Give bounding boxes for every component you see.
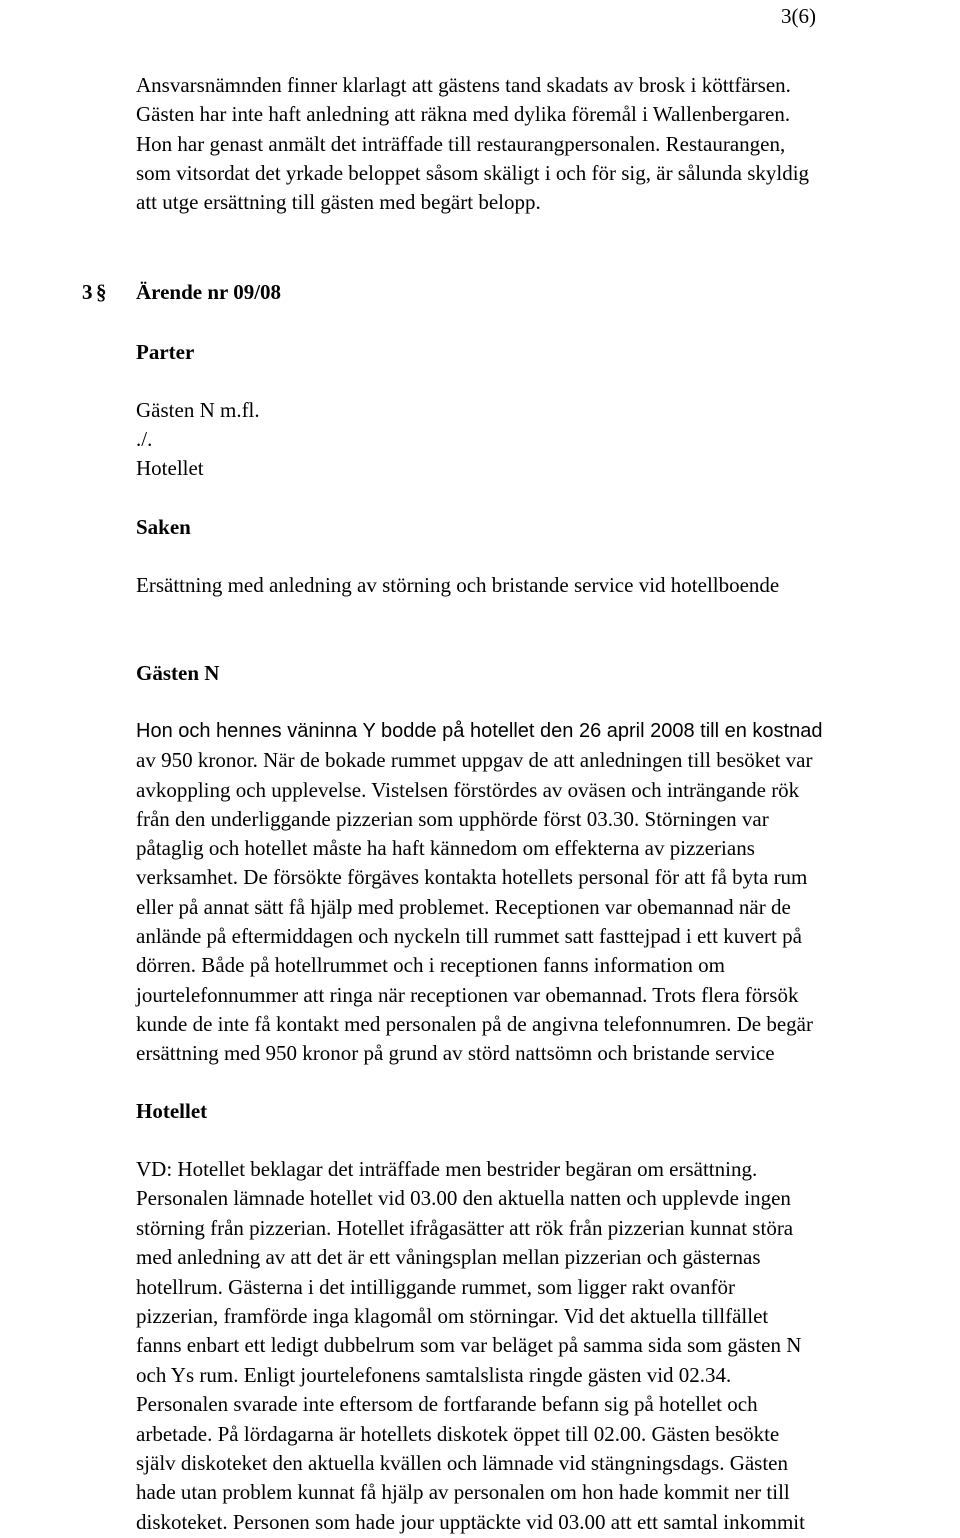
guest-line: påtaglig och hotellet måste ha haft kännedom om effekterna av pizzerians <box>136 836 755 861</box>
hotel-line: själv diskoteket den aktuella kvällen och lämnade vid stängningsdags. Gästen <box>136 1451 789 1476</box>
party-guest: Gästen N m.fl. <box>136 398 260 422</box>
intro-line: Ansvarsnämnden finner klarlagt att gästens tand skadats av brosk i köttfärsen. <box>136 73 791 97</box>
intro-line: som vitsordat det yrkade beloppet såsom skäligt i och för sig, är sålunda skyldig <box>136 160 810 185</box>
hotel-line: diskoteket. Personen som hade jour upptäckte vid 03.00 att ett samtal inkommit <box>136 1509 805 1534</box>
hotel-line: arbetade. På lördagarna är hotellets diskotek öppet till 02.00. Gästen besökte <box>136 1421 780 1446</box>
guest-line: verksamhet. De försökte förgäves kontakta hotellets personal för att få byta rum <box>136 865 808 890</box>
case-title: Ärende nr 09/08 <box>136 280 282 304</box>
guest-line: Hon och hennes väninna Y bodde på hotellet den 26 april 2008 till en kostnad <box>136 720 823 742</box>
hotel-line: och Ys rum. Enligt jourtelefonens samtalslista ringde gästen vid 02.34. <box>136 1362 732 1387</box>
versus-marker: ./. <box>136 427 153 451</box>
guest-statement <box>136 717 956 1069</box>
hotel-line: med anledning av att det är ett våningsplan mellan pizzerian och gästernas <box>136 1245 761 1270</box>
intro-line: att utge ersättning till gästen med begärt belopp. <box>136 190 541 215</box>
section-number: 3 <box>82 280 93 304</box>
hotel-line: hade utan problem kunnat få hjälp av personalen om hon hade kommit ner till <box>136 1480 790 1505</box>
hotel-line: hotellrum. Gästerna i det intilliggande rummet, som ligger rakt ovanför <box>136 1274 735 1299</box>
guest-line: anlände på eftermiddagen och nyckeln till rummet satt fasttejpad i ett kuvert på <box>136 924 802 949</box>
matter-text: Ersättning med anledning av störning och bristande service vid hotellboende <box>136 573 780 597</box>
section-symbol: § <box>96 280 107 304</box>
intro-paragraph <box>136 71 956 217</box>
matter-heading: Saken <box>136 515 191 539</box>
page-number: 3(6) <box>781 4 816 28</box>
guest-line: jourtelefonnummer att ringa när receptionen var obemannad. Trots flera försök <box>136 982 799 1007</box>
intro-line: Gästen har inte haft anledning att räkna med dylika föremål i Wallenbergaren. <box>136 102 791 127</box>
hotel-statement <box>136 1155 956 1537</box>
parties-heading: Parter <box>136 340 195 364</box>
guest-line: från den underliggande pizzerian som upphörde först 03.30. Störningen var <box>136 806 769 831</box>
hotel-line: Personalen lämnade hotellet vid 03.00 den aktuella natten och upplevde ingen <box>136 1186 791 1211</box>
hotel-line: störning från pizzerian. Hotellet ifrågasätter att rök från pizzerian kunnat störa <box>136 1215 794 1240</box>
section-heading <box>0 278 960 310</box>
guest-line: ersättning med 950 kronor på grund av störd nattsömn och bristande service <box>136 1041 775 1066</box>
guest-line: avkoppling och upplevelse. Vistelsen förstördes av oväsen och inträngande rök <box>136 777 800 802</box>
guest-line: kunde de inte få kontakt med personalen på de angivna telefonnumren. De begär <box>136 1011 813 1036</box>
hotel-line: fanns enbart ett ledigt dubbelrum som var beläget på samma sida som gästen N <box>136 1333 802 1358</box>
hotel-heading: Hotellet <box>136 1099 208 1123</box>
hotel-line: Personalen svarade inte eftersom de fortfarande befann sig på hotellet och <box>136 1392 758 1417</box>
intro-line: Hon har genast anmält det inträffade till restaurangpersonalen. Restaurangen, <box>136 131 786 156</box>
guest-line: eller på annat sätt få hjälp med problemet. Receptionen var obemannad när de <box>136 894 791 919</box>
party-hotel: Hotellet <box>136 456 204 480</box>
hotel-line: pizzerian, framförde inga klagomål om störningar. Vid det aktuella tillfället <box>136 1304 769 1329</box>
guest-heading: Gästen N <box>136 661 220 685</box>
guest-line: dörren. Både på hotellrummet och i receptionen fanns information om <box>136 953 725 978</box>
guest-line: av 950 kronor. När de bokade rummet uppgav de att anledningen till besöket var <box>136 748 813 773</box>
hotel-line: VD: Hotellet beklagar det inträffade men bestrider begäran om ersättning. <box>136 1157 758 1181</box>
